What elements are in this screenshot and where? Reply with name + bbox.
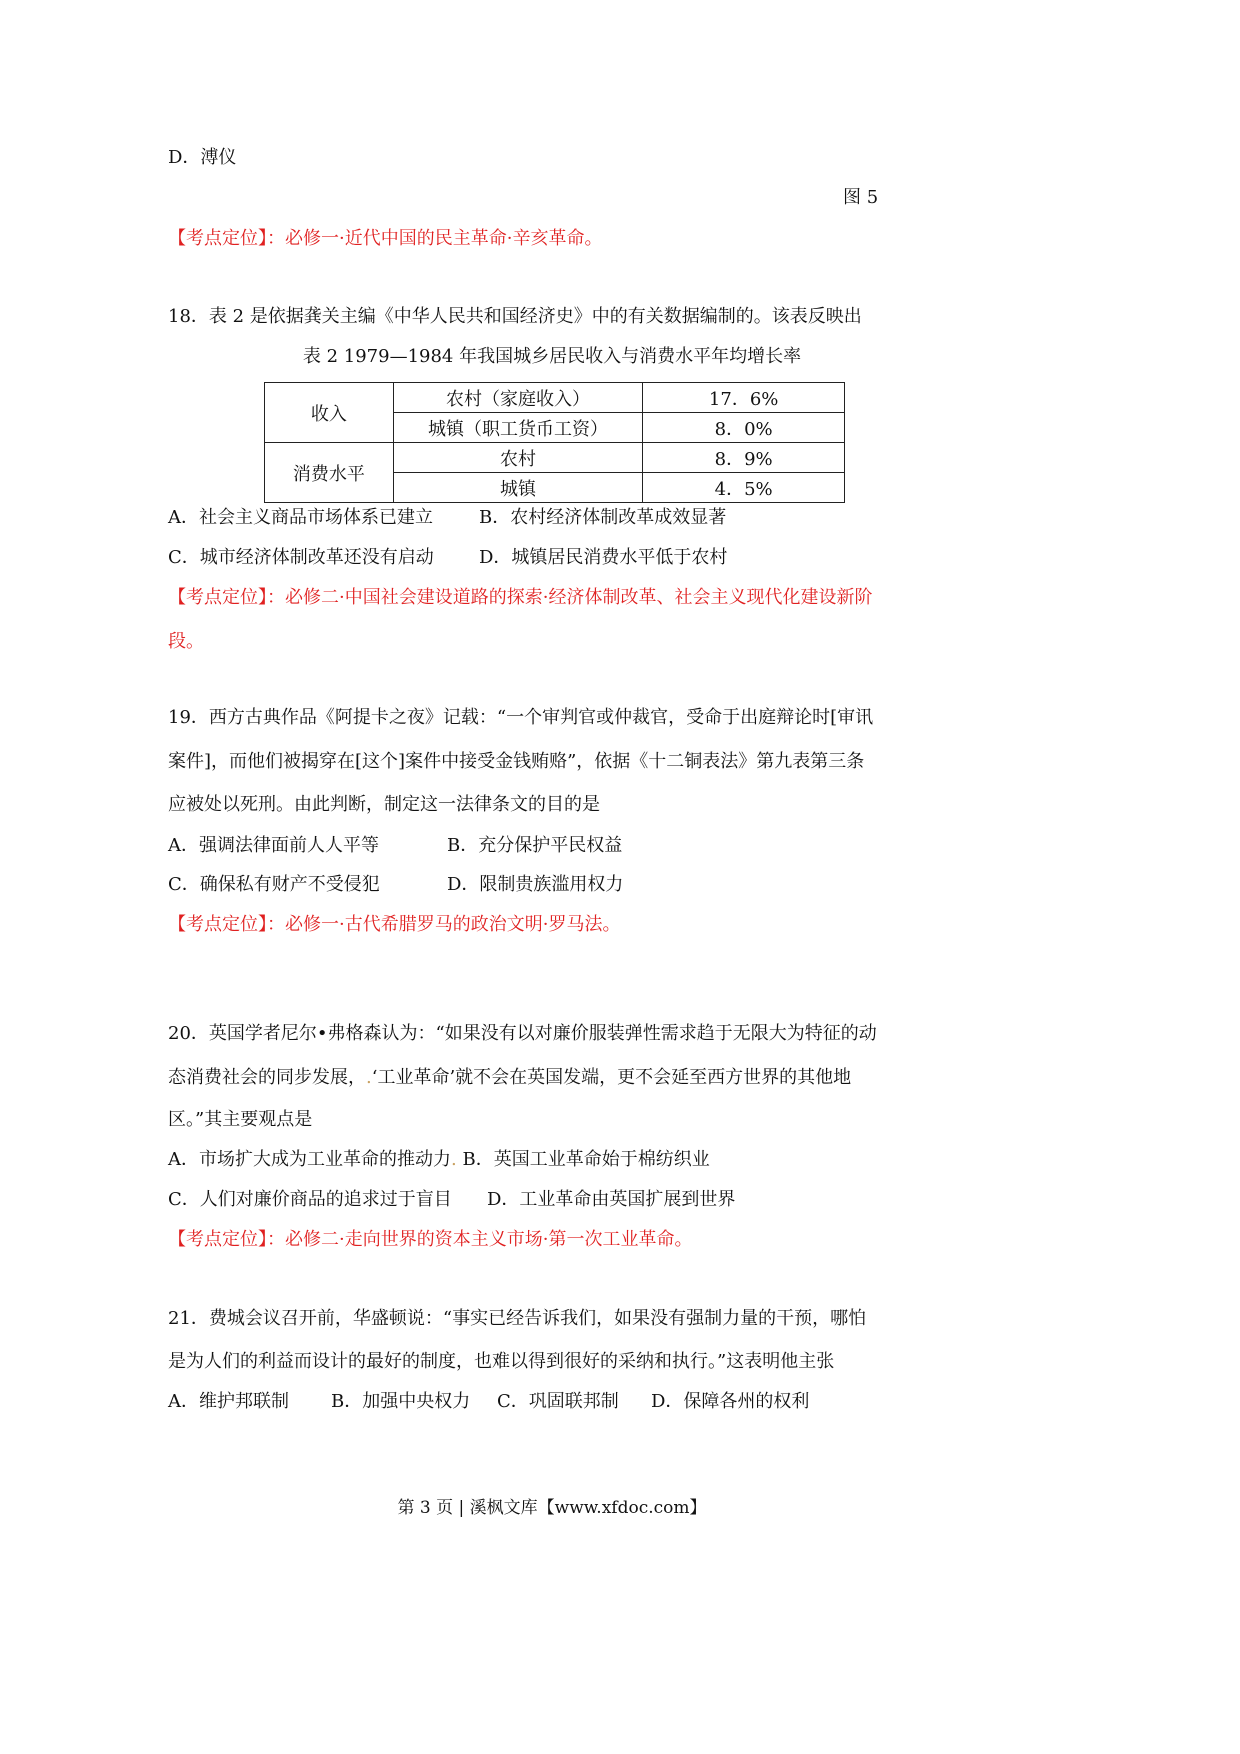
q18-option-d: D．城镇居民消费水平低于农村 (479, 547, 728, 568)
q20-stem-part-a: 态消费社会的同步发展， (168, 1067, 366, 1088)
q20-stem: 20．英国学者尼尔•弗格森认为：“如果没有以对廉价服装弹性需求趋于无限大为特征的动 (168, 1023, 877, 1044)
q18-table-title: 表 2 1979—1984 年我国城乡居民收入与消费水平年均增长率 (302, 346, 802, 367)
q19-stem-end: 应被处以死刑。由此判断，制定这一法律条文的目的是 (168, 794, 600, 815)
q18-kaodian-cont: 段。 (168, 631, 204, 652)
q18-stem: 18．表 2 是依据龚关主编《中华人民共和国经济史》中的有关数据编制的。该表反映出 (168, 306, 862, 327)
table-cell-value: 8．0% (643, 413, 845, 443)
q19-option-c: C．确保私有财产不受侵犯 (168, 874, 380, 895)
table-cell-item: 农村（家庭收入） (393, 383, 643, 413)
q19-stem: 19．西方古典作品《阿提卡之夜》记载：“一个审判官或仲裁官，受命于出庭辩论时[审讯 (168, 707, 874, 728)
q21-option-c: C．巩固联邦制 (497, 1391, 619, 1412)
q18-kaodian: 【考点定位】：必修二·中国社会建设道路的探索·经济体制改革、社会主义现代化建设新阶 (168, 587, 873, 608)
table-row (265, 383, 845, 413)
table-cell-item: 农村 (393, 443, 643, 473)
q20-option-c: C．人们对廉价商品的追求过于盲目 (168, 1189, 452, 1210)
q19-option-d: D．限制贵族滥用权力 (447, 874, 624, 895)
page-footer: 第 3 页 | 溪枫文库【www.xfdoc.com】 (397, 1498, 707, 1518)
q19-options-ab (168, 834, 622, 858)
q18-option-b: B．农村经济体制改革成效显著 (479, 507, 727, 528)
q18-data-table (264, 382, 845, 503)
q20-option-a: A．市场扩大成为工业革命的推动力 (168, 1149, 451, 1170)
q20-options-ab (168, 1148, 710, 1172)
q20-options-cd (168, 1188, 735, 1212)
q20-stem-part-b: ‘工业革命’就不会在英国发端，更不会延至西方世界的其他地 (371, 1067, 852, 1088)
q21-options (168, 1390, 809, 1414)
q21-option-b: B．加强中央权力 (331, 1391, 471, 1412)
table-cell-value: 8．9% (643, 443, 845, 473)
q20-option-b: B．英国工业革命始于棉纺织业 (462, 1149, 710, 1170)
q19-stem-cont: 案件]，而他们被揭穿在[这个]案件中接受金钱贿赂”，依据《十二铜表法》第九表第三条 (168, 751, 865, 772)
q21-option-a: A．维护邦联制 (168, 1391, 289, 1412)
q17-kaodian: 【考点定位】：必修一·近代中国的民主革命·辛亥革命。 (168, 228, 603, 249)
row-header-consumption: 消费水平 (265, 443, 394, 503)
table-cell-item: 城镇 (393, 473, 643, 503)
q20-stem-dot: . (366, 1067, 372, 1088)
row-header-income: 收入 (265, 383, 394, 443)
q19-option-a: A．强调法律面前人人平等 (168, 835, 379, 856)
q20-option-a-dot: . (451, 1149, 457, 1170)
q20-stem-cont (168, 1066, 851, 1090)
q18-options-ab (168, 506, 726, 530)
q21-stem-cont: 是为人们的利益而设计的最好的制度，也难以得到很好的采纳和执行。”这表明他主张 (168, 1351, 835, 1372)
q17-option-d: D．溥仪 (168, 147, 237, 168)
q18-option-c: C．城市经济体制改革还没有启动 (168, 547, 434, 568)
q21-stem: 21．费城会议召开前，华盛顿说：“事实已经告诉我们，如果没有强制力量的干预，哪怕 (168, 1308, 867, 1329)
q21-option-d: D．保障各州的权利 (651, 1391, 810, 1412)
q20-kaodian: 【考点定位】：必修二·走向世界的资本主义市场·第一次工业革命。 (168, 1229, 693, 1250)
q18-option-a: A．社会主义商品市场体系已建立 (168, 507, 433, 528)
table-cell-value: 4．5% (643, 473, 845, 503)
table-cell-value: 17．6% (643, 383, 845, 413)
table-cell-item: 城镇（职工货币工资） (393, 413, 643, 443)
q20-option-d: D．工业革命由英国扩展到世界 (487, 1189, 736, 1210)
q19-kaodian: 【考点定位】：必修一·古代希腊罗马的政治文明·罗马法。 (168, 914, 621, 935)
q20-stem-end: 区。”其主要观点是 (168, 1109, 313, 1130)
q18-options-cd (168, 546, 727, 570)
q19-options-cd (168, 873, 623, 897)
table-row (265, 443, 845, 473)
figure-label: 图 5 (843, 187, 879, 208)
q19-option-b: B．充分保护平民权益 (447, 835, 623, 856)
